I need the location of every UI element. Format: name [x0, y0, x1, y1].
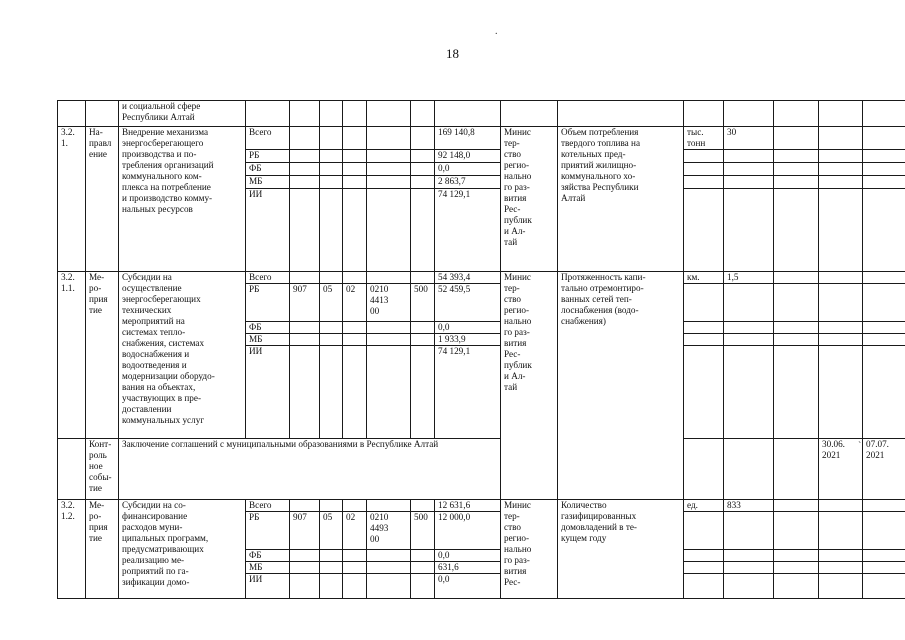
source-cell: Всего [246, 272, 290, 284]
amount-cell: 0,0 [435, 163, 501, 176]
source-cell: ФБ [246, 550, 290, 562]
source-cell: Всего [246, 127, 290, 150]
source-cell: ФБ [246, 322, 290, 334]
source-cell: РБ [246, 150, 290, 163]
source-cell: МБ [246, 562, 290, 574]
date-start-cell: 30.06. 2021 [819, 439, 863, 500]
vr-cell: 500 [411, 512, 435, 550]
amount-cell: 0,0 [435, 322, 501, 334]
activity-cell: Субсидии на осуществление энергосберегающих технических мероприятий на системах тепло- снабжения, системах водоснабжения и водоотведения и модернизации оборудо- вания на объектах, участвующих в пре- доставлении коммунальных услуг [119, 272, 246, 439]
grbs-cell: 907 [290, 512, 320, 550]
amount-cell: 12 000,0 [435, 512, 501, 550]
row-number: 3.2. 1.1. [58, 272, 86, 439]
source-cell: ИИ [246, 346, 290, 439]
rz-cell: 05 [320, 512, 343, 550]
page-number: 18 [446, 46, 459, 61]
table-row [58, 500, 905, 512]
executor-cell: Минис тер- ство регио- нально го раз- вития Рес- публик и Ал- тай [501, 127, 558, 272]
amount-cell: 0,0 [435, 574, 501, 599]
indicator-cell: Объем потребления твердого топлива на котельных пред- приятий жилищно- коммунального хо- зяйства Республики Алтай [558, 127, 684, 272]
pr-cell: 02 [343, 284, 367, 322]
rz-cell: 05 [320, 284, 343, 322]
source-cell: ИИ [246, 574, 290, 599]
activity-cell: Субсидии на со- финансирование расходов муни- ципальных программ, предусматривающих реализацию ме- роприятий по га- зификации домо- [119, 500, 246, 599]
source-cell: ФБ [246, 163, 290, 176]
table-row [58, 439, 905, 500]
amount-cell: 2 863,7 [435, 176, 501, 189]
indicator-cell: Количество газифицированных домовладений в те- кущем году [558, 500, 684, 599]
date-end-cell: 07.07. 2021 [863, 439, 905, 500]
pr-cell: 02 [343, 512, 367, 550]
control-event-label: Конт- роль ное собы- тие [86, 439, 119, 500]
row-type: Ме- ро- прия тие [86, 272, 119, 439]
source-cell: Всего [246, 500, 290, 512]
activity-cell: и социальной сфере Республики Алтай [119, 101, 246, 127]
executor-cell: Минис тер- ство регио- нально го раз- вития Рес- публик и Ал- тай [501, 272, 558, 500]
amount-cell: 54 393,4 [435, 272, 501, 284]
csr-cell: 0210 4413 00 [367, 284, 411, 322]
source-cell: МБ [246, 176, 290, 189]
amount-cell: 169 140,8 [435, 127, 501, 150]
unit-cell: ед. [684, 500, 724, 512]
value-cell: 30 [724, 127, 774, 150]
scan-speck: ` [858, 441, 862, 452]
table-row [58, 127, 905, 150]
row-number: 3.2. 1. [58, 127, 86, 272]
table-row [58, 101, 905, 127]
source-cell: РБ [246, 512, 290, 550]
vr-cell: 500 [411, 284, 435, 322]
unit-cell: км. [684, 272, 724, 284]
row-type: Ме- ро- прия тие [86, 500, 119, 599]
amount-cell: 0,0 [435, 550, 501, 562]
row-type: На- правл ение [86, 127, 119, 272]
value-cell: 1,5 [724, 272, 774, 284]
grbs-cell: 907 [290, 284, 320, 322]
indicator-cell: Протяженность капи- тально отремонтиро- ванных сетей теп- лоснабжения (водо- снабжения) [558, 272, 684, 500]
source-cell: РБ [246, 284, 290, 322]
amount-cell: 631,6 [435, 562, 501, 574]
unit-cell: тыс. тонн [684, 127, 724, 150]
table-row [58, 272, 905, 284]
executor-cell: Минис тер- ство регио- нально го раз- вития Рес- [501, 500, 558, 599]
source-cell: МБ [246, 334, 290, 346]
source-cell: ИИ [246, 189, 290, 272]
control-event-text: Заключение соглашений с муниципальными образованиями в Республике Алтай [119, 439, 558, 500]
csr-cell: 0210 4493 00 [367, 512, 411, 550]
program-table [57, 100, 905, 599]
amount-cell: 92 148,0 [435, 150, 501, 163]
scan-speck: . [495, 26, 498, 37]
amount-cell: 52 459,5 [435, 284, 501, 322]
value-cell: 833 [724, 500, 774, 512]
amount-cell: 74 129,1 [435, 346, 501, 439]
amount-cell: 1 933,9 [435, 334, 501, 346]
row-number: 3.2. 1.2. [58, 500, 86, 599]
amount-cell: 12 631,6 [435, 500, 501, 512]
activity-cell: Внедрение механизма энергосберегающего производства и по- требления организаций коммунального ком- плекса на потребление и производство комму- нальных ресурсов [119, 127, 246, 272]
amount-cell: 74 129,1 [435, 189, 501, 272]
